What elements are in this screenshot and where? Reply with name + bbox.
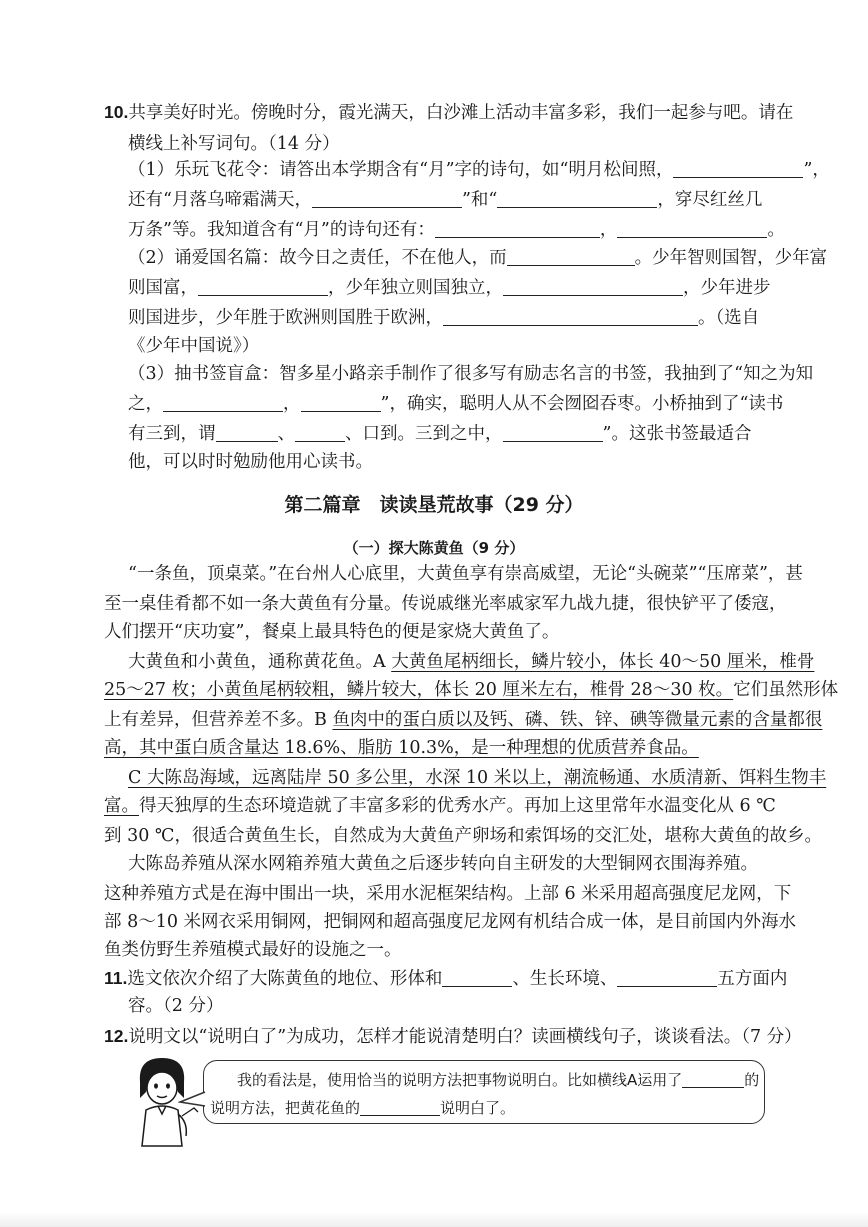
passage-line xyxy=(104,736,699,760)
answer-blank[interactable] xyxy=(673,159,803,178)
answer-blank[interactable] xyxy=(295,423,345,442)
underlined-sentence-c: C 大陈岛海域，远离陆岸 50 多公里，水深 10 米以上，潮流畅通、水质清新、饵料生物丰 xyxy=(128,768,827,788)
q10-part2-line-4: 《少年中国说》） xyxy=(128,336,260,356)
q12-number: 12. xyxy=(104,1026,129,1046)
q10-part1-line-1: （1）乐玩飞花令：请答出本学期含有“月”字的诗句，如“明月松间照， ”， xyxy=(128,160,830,180)
q10-part3-line-1: （3）抽书签盲盒：智多星小路亲手制作了很多写有励志名言的书签，我抽到了“知之为知 xyxy=(128,364,814,384)
passage-line xyxy=(128,766,826,790)
bubble-line-2: 说明方法，把黄花鱼的 说明白了。 xyxy=(210,1099,516,1117)
underlined-sentence-b: 鱼肉中的蛋白质以及钙、磷、铁、锌、碘等微量元素的含量都很 xyxy=(332,710,823,730)
answer-blank[interactable] xyxy=(435,219,600,238)
passage-line: 大黄鱼和小黄鱼，通称黄花鱼。A 大黄鱼尾柄细长，鳞片较小，体长 40～50 厘米，椎骨 xyxy=(128,652,815,672)
bubble-line-1: 我的看法是，使用恰当的说明方法把事物说明白。比如横线A运用了 的 xyxy=(237,1071,760,1089)
passage-line: 25～27 枚；小黄鱼尾柄较粗，鳞片较大，体长 20 厘米左右，椎骨 28～30 枚。它们虽然形体 xyxy=(104,680,839,700)
q10-part3-line-3: 有三到，谓 、 、口到。三到之中， ”。这张书签最适合 xyxy=(128,424,752,444)
q10-part1-line-3: 万条”等。我知道含有“月”的诗句还有： ， 。 xyxy=(128,220,785,240)
answer-blank[interactable] xyxy=(503,423,603,442)
answer-blank[interactable] xyxy=(617,219,767,238)
section-title: （一）探大陈黄鱼（9 分） xyxy=(343,539,525,557)
passage-line: “一条鱼，顶桌菜。”在台州人心底里，大黄鱼享有崇高威望，无论“头碗菜”“压席菜”，甚 xyxy=(128,564,803,584)
passage-line: 上有差异，但营养差不多。B 鱼肉中的蛋白质以及钙、磷、铁、锌、碘等微量元素的含量都很 xyxy=(104,710,823,730)
underlined-sentence-a: 大黄鱼尾柄细长，鳞片较小，体长 40～50 厘米，椎骨 xyxy=(391,652,815,672)
q11-number: 11. xyxy=(104,968,128,988)
q11-line-1: 11.选文依次介绍了大陈黄鱼的地位、形体和 、生长环境、 五方面内 xyxy=(104,968,788,989)
answer-blank[interactable] xyxy=(198,277,328,296)
answer-blank[interactable] xyxy=(360,1100,440,1116)
page-bottom-edge xyxy=(0,1212,868,1227)
underlined-sentence-b: 高，其中蛋白质含量达 18.6%、脂肪 10.3%，是一种理想的优质营养食品。 xyxy=(104,738,699,758)
answer-blank[interactable] xyxy=(497,189,657,208)
passage-line: 大陈岛养殖从深水网箱养殖大黄鱼之后逐步转向自主研发的大型铜网衣围海养殖。 xyxy=(128,854,758,874)
q10-part1-line-2: 还有“月落乌啼霜满天， ”和“ ，穿尽红丝几 xyxy=(128,190,763,210)
underlined-sentence-c: 富。 xyxy=(104,796,139,816)
answer-blank[interactable] xyxy=(442,968,512,987)
passage-line: 到 30 ℃，很适合黄鱼生长，自然成为大黄鱼产卵场和索饵场的交汇处，堪称大黄鱼的故乡。 xyxy=(104,826,822,846)
q11-line-2: 容。（2 分） xyxy=(128,996,224,1016)
passage-line: 富。得天独厚的生态环境造就了丰富多彩的优秀水产。再加上这里常年水温变化从 6 ℃ xyxy=(104,796,776,816)
passage-line: 人们摆开“庆功宴”，餐桌上最具特色的便是家烧大黄鱼了。 xyxy=(104,622,560,642)
answer-blank[interactable] xyxy=(503,277,683,296)
q10-part2-line-2: 则国富， ，少年独立则国独立， ，少年进步 xyxy=(128,278,771,298)
q10-number: 10. xyxy=(104,102,129,122)
answer-blank[interactable] xyxy=(163,393,283,412)
passage-line: 这种养殖方式是在海中围出一块，采用水泥框架结构。上部 6 米采用超高强度尼龙网，下 xyxy=(104,884,792,904)
answer-blank[interactable] xyxy=(443,307,698,326)
answer-blank[interactable] xyxy=(617,968,717,987)
passage-line: 部 8～10 米网衣采用铜网，把铜网和超高强度尼龙网有机结合成一体，是目前国内外海水 xyxy=(104,912,797,932)
answer-blank[interactable] xyxy=(301,393,381,412)
q10-part2-line-1: （2）诵爱国名篇：故今日之责任，不在他人，而 。少年智则国智，少年富 xyxy=(128,248,828,268)
q10-part2-line-3: 则国进步，少年胜于欧洲则国胜于欧洲， 。（选自 xyxy=(128,308,760,328)
answer-blank[interactable] xyxy=(216,423,278,442)
answer-speech-bubble xyxy=(203,1060,765,1124)
answer-blank[interactable] xyxy=(507,247,635,266)
bubble-tail xyxy=(178,1090,208,1110)
answer-blank[interactable] xyxy=(312,189,462,208)
q10-line-1: 10.共享美好时光。傍晚时分，霞光满天，白沙滩上活动丰富多彩，我们一起参与吧。请在 xyxy=(104,102,794,123)
underlined-sentence-a: 25～27 枚；小黄鱼尾柄较粗，鳞片较大，体长 20 厘米左右，椎骨 28～30 枚。 xyxy=(104,680,734,700)
answer-blank[interactable] xyxy=(682,1072,744,1088)
chapter-title: 第二篇章 读读垦荒故事（29 分） xyxy=(284,494,584,516)
q10-line-2: 横线上补写词句。（14 分） xyxy=(128,134,340,154)
q10-part3-line-2: 之， ， ”，确实，聪明人从不会囫囵吞枣。小桥抽到了“读书 xyxy=(128,394,784,414)
q12-line-1: 12.说明文以“说明白了”为成功，怎样才能说清楚明白？读画横线句子，谈谈看法。（7 分） xyxy=(104,1026,802,1047)
q10-part3-line-4: 他，可以时时勉励他用心读书。 xyxy=(128,452,373,472)
passage-line: 鱼类仿野生养殖模式最好的设施之一。 xyxy=(104,940,402,960)
passage-line: 至一桌佳肴都不如一条大黄鱼有分量。传说戚继光率戚家军九战九捷，很快铲平了倭寇， xyxy=(104,594,787,614)
